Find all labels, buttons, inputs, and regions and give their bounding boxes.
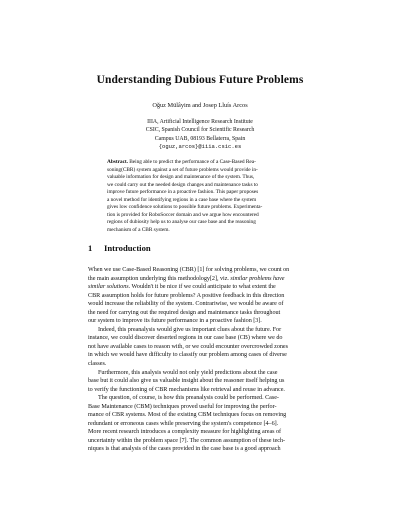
body-line [88,420,314,429]
abstract-line: Abstract. Being able to predict the performance of a Case-Based Rea- [107,159,256,165]
body-text-run: Indeed, this preanalysis would give us important clues about the future. For [98,326,282,333]
body-line [88,403,314,412]
abstract-line: soning(CBR) system against a set of future problems would provide in- [107,166,258,173]
author-affiliation [0,118,400,151]
abstract-line: we could carry out the needed design changes and maintenance tasks to [107,181,258,188]
body-line [88,369,314,378]
body-text-run: not have available cases to reason with, or we could encounter overcrowded zones [88,343,288,350]
body-line [88,445,314,454]
body-text-run: the main assumption underlying this methodology[2], viz. [88,275,231,282]
body-line [88,292,314,301]
body-line [88,309,314,318]
body-text-run: . Wouldn't it be nice if we could anticipate to what extent the [128,284,276,291]
body-text-run: When we use Case-Based Reasoning (CBR) [1] for solving problems, we count on [88,267,290,273]
body-text-run: base but it could also give us valuable insight about the reasoner itself helping us [88,378,285,385]
body-text-run: to verify the functioning of CBR mechanisms like retrieval and reuse in advance. [88,386,285,393]
body-text-run: More recent research introduces a complexity measure for highlighting areas of [88,429,282,436]
body-line [88,300,314,309]
body-text-run: would increase the reliability of the system. Contrariwise, we would be aware of [88,301,284,308]
body-line [88,334,314,343]
affiliation-line: CSIC, Spanish Council for Scientific Research [145,127,255,134]
body-text-run: instance, we could discover deserted regions in our case base (CB) where we do [88,335,283,342]
abstract-line: regions of dubiosity help us to analyse our case base and the reasoning [107,219,256,225]
body-line [88,437,314,446]
body-line [88,283,314,292]
affiliation-line: Campus UAB, 08193 Bellaterra, Spain [154,135,246,142]
body-text-run: our system to improve its future performance in a proactive fashion [3]. [88,318,262,325]
body-text-run: mance of CBR systems. Most of the existing CBM techniques focus on removing [88,412,287,419]
body-line [88,428,314,437]
body-text-run: uncertainty within the problem space [7]. The common assumption of these tech- [88,437,286,444]
emphasized-text: similar solutions [88,284,129,291]
body-text-run: Furthermore, this analysis would not only yield predictions about the case [98,369,278,376]
body-text-run: in which we would have difficulty to classify our problem among cases of diverse [88,352,287,359]
abstract-line: valuable information for design and maintenance of the system. Thus, [107,174,255,180]
body-text-run: The question, of course, is how this preanalysis could be performed. Case- [98,395,279,402]
abstract-line: improve future performance in a proactive fashion. This paper proposes [107,189,259,195]
paper-title: Understanding Dubious Future Problems [96,74,304,86]
body-line [88,386,314,395]
abstract-line: gives low confidence solutions to possible future problems. Experimenta- [107,204,263,210]
body-line [88,275,314,284]
body-line [88,266,314,275]
body-line [88,317,314,326]
abstract [107,159,293,234]
body-line [88,377,314,386]
paper-authors: Oğuz Mülâyim and Josep Lluís Arcos [152,102,248,109]
affiliation-line: IIIA, Artificial Intelligence Research Institute [147,119,253,125]
body-line [88,343,314,352]
body-text-run: the need for carrying out the required design and maintenance tasks throughout [88,309,281,316]
section-heading [88,243,151,253]
abstract-line: mechanism of a CBR system. [107,226,170,233]
author-email: {oguz,arcos}@iiia.csic.es [158,142,242,150]
body-text-run: niques is that analysis of the cases provided in the case base is a good approach [88,446,281,453]
body-text [88,266,314,454]
body-line [88,360,314,369]
body-text-run: CBR assumption holds for future problems? A positive feedback in this direction [88,292,285,299]
body-line [88,351,314,360]
abstract-line: tion is provided for RoboSoccer domain and we argue how encountered [107,211,259,218]
body-line [88,394,314,403]
body-text-run: Base Maintenance (CBM) techniques proved useful for improving the perfor- [88,403,277,410]
abstract-label: Abstract. [107,159,128,165]
body-line [88,326,314,335]
section-title: Introduction [104,243,151,253]
abstract-line: a novel method for identifying regions in a case base where the system [107,196,257,203]
body-text-run: redundant or erroneous cases while preserving the system's competence [4–6]. [88,420,279,427]
emphasized-text: similar problems have [230,275,285,282]
body-text-run: classes. [88,361,107,368]
body-line [88,411,314,420]
section-number: 1 [88,243,93,253]
